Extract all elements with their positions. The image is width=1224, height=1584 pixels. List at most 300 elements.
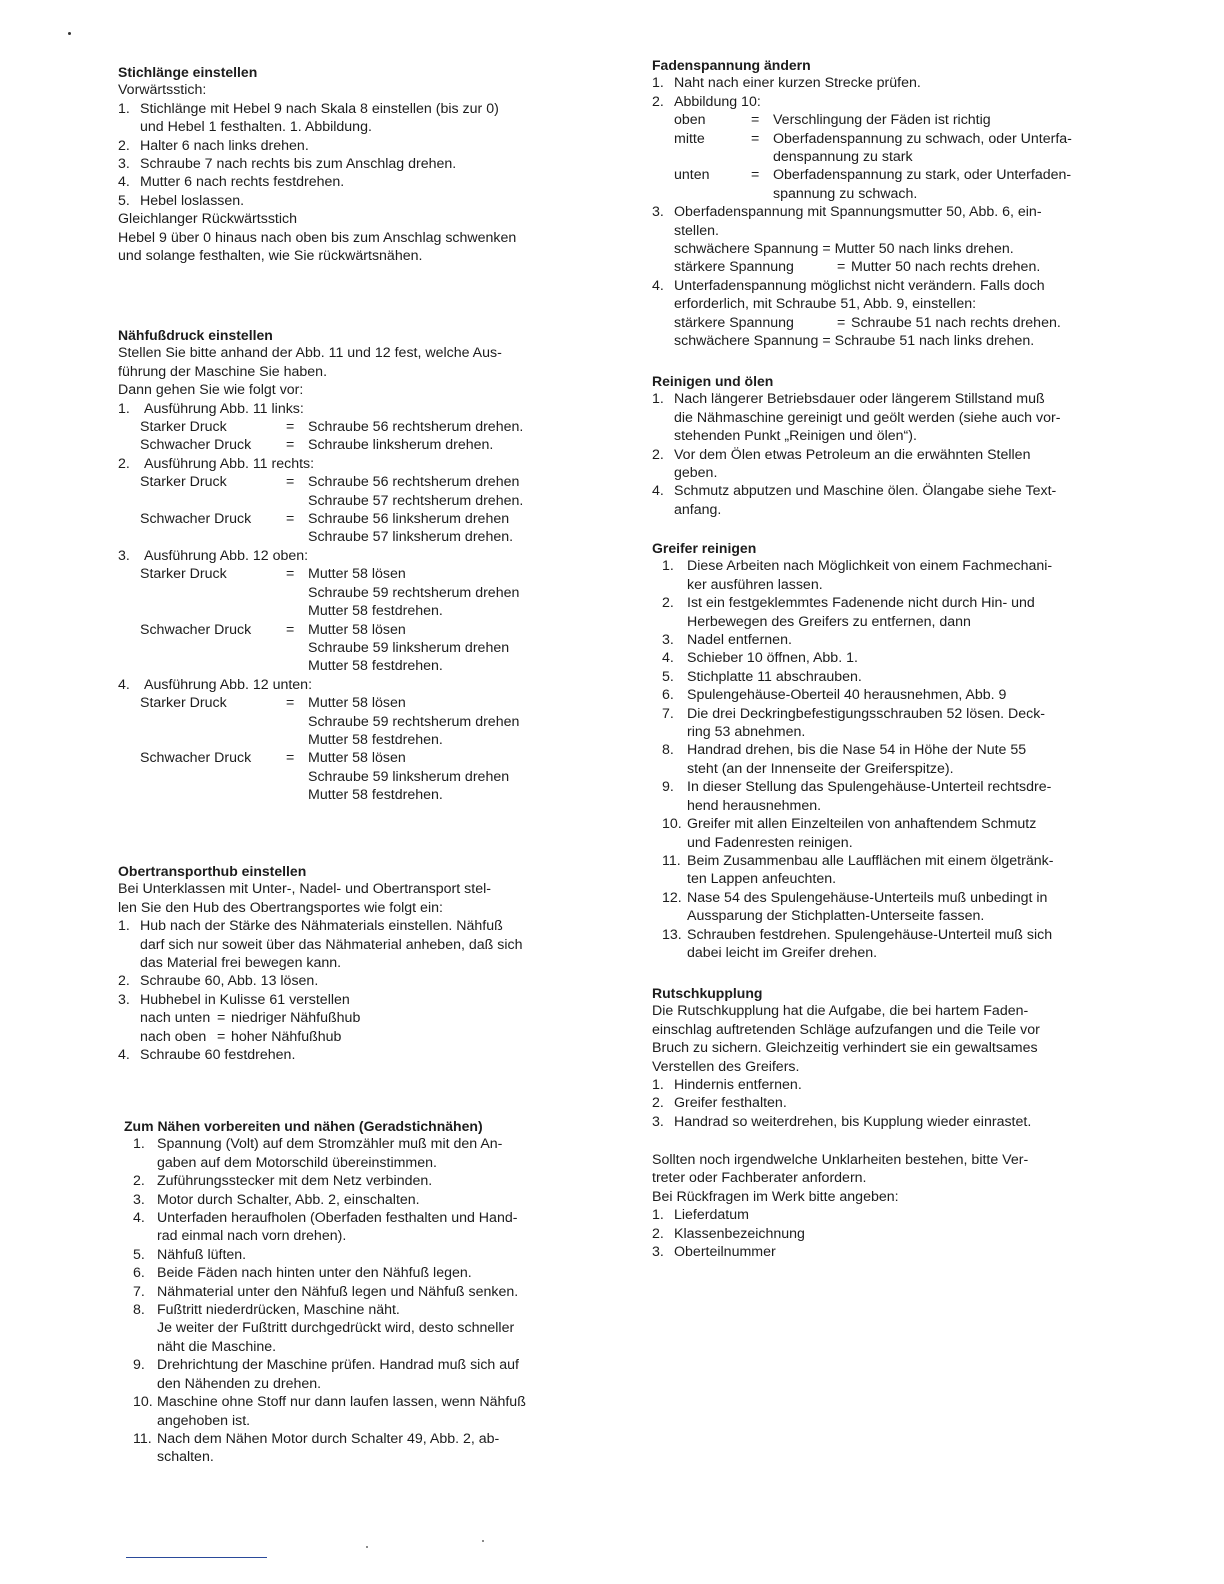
list-item <box>652 446 1128 483</box>
setting-value <box>308 621 596 676</box>
value-line: Mutter 58 festdrehen. <box>308 731 443 748</box>
item-text <box>674 203 1128 240</box>
item-text <box>687 594 1128 631</box>
item-line: und Fadenresten reinigen. <box>687 834 853 851</box>
item-number: 2. <box>652 1095 664 1112</box>
item-number: 4. <box>118 174 130 191</box>
item-text <box>157 1135 596 1172</box>
item-text: Handrad so weiterdrehen, bis Kupplung wieder einrastet. <box>674 1113 1032 1130</box>
list-item <box>133 1191 596 1209</box>
item-line: das Material frei bewegen kann. <box>140 955 342 972</box>
item-text: Hubhebel in Kulisse 61 verstellen <box>140 991 350 1008</box>
item-number: 2. <box>118 973 130 990</box>
setting-row <box>652 130 1128 167</box>
list-item <box>652 1076 1128 1094</box>
setting-row <box>652 166 1128 203</box>
text-line: Stellen Sie bitte anhand der Abb. 11 und 12 fest, welche Aus- <box>118 345 502 362</box>
list-item <box>118 917 596 972</box>
section-naehfussdruck <box>118 326 596 805</box>
item-text <box>157 1209 596 1246</box>
item-line: ten Lappen anfeuchten. <box>687 871 837 888</box>
heading-rutschkupplung: Rutschkupplung <box>652 985 763 1001</box>
item-line: Beim Zusammenbau alle Laufflächen mit einem ölgetränk- <box>687 852 1054 869</box>
item-line: Schmutz abputzen und Maschine ölen. Ölangabe siehe Text- <box>674 483 1057 500</box>
item-line: Die drei Deckringbefestigungsschrauben 52 lösen. Deck- <box>687 705 1046 722</box>
item-line: Nach längerer Betriebsdauer oder längerem Stillstand muß <box>674 391 1045 408</box>
text-line: Dann gehen Sie wie folgt vor: <box>118 382 304 399</box>
paragraph-intro <box>118 880 596 917</box>
setting-value: hoher Nähfußhub <box>231 1028 342 1045</box>
text-line: und solange festhalten, wie Sie rückwärtsnähen. <box>118 248 423 265</box>
item-number: 6. <box>662 687 674 704</box>
item-line: Fußtritt niederdrücken, Maschine näht. <box>157 1302 400 1319</box>
value-line: Schraube 59 rechtsherum drehen <box>308 584 520 601</box>
text-line: Verstellen des Greifers. <box>652 1058 800 1075</box>
item-text <box>687 889 1128 926</box>
item-number: 1. <box>133 1136 145 1153</box>
setting-row <box>118 436 596 454</box>
setting-key: mitte <box>674 130 705 147</box>
item-text <box>674 482 1128 519</box>
setting-key: unten <box>674 167 710 184</box>
equals-sign: = <box>286 621 295 638</box>
item-text <box>157 1393 596 1430</box>
item-line: Vor dem Ölen etwas Petroleum an die erwähnten Stellen <box>674 446 1031 463</box>
item-text <box>687 741 1128 778</box>
item-number: 8. <box>133 1302 145 1319</box>
section-obertransporthub <box>118 862 596 1064</box>
subheading-vorwaertsstich: Vorwärtsstich: <box>118 82 207 99</box>
list-item <box>133 1356 596 1393</box>
text-line: Die Rutschkupplung hat die Aufgabe, die bei hartem Faden- <box>652 1003 1029 1020</box>
heading-naehen: Zum Nähen vorbereiten und nähen (Geradstichnähen) <box>124 1118 483 1134</box>
value-line: Mutter 58 lösen <box>308 566 406 583</box>
equals-sign: = <box>751 112 760 129</box>
item-number: 4. <box>652 277 664 294</box>
item-line: dabei leicht im Greifer drehen. <box>687 944 878 961</box>
item-line: Nase 54 des Spulengehäuse-Unterteils muß unbedingt in <box>687 889 1048 906</box>
text-line: Hebel 9 über 0 hinaus nach oben bis zum Anschlag schwenken <box>118 229 517 246</box>
equals-sign: = <box>286 566 295 583</box>
setting-value <box>773 166 1128 203</box>
heading-greifer: Greifer reinigen <box>652 540 757 556</box>
list-item <box>662 741 1128 778</box>
setting-key: stärkere Spannung <box>674 259 794 276</box>
item-line: darf sich nur soweit über das Nähmaterial anheben, daß sich <box>140 936 523 953</box>
setting-key: oben <box>674 112 706 129</box>
setting-value: Schraube 51 nach links drehen. <box>834 333 1035 350</box>
value-line: Schraube linksherum drehen. <box>308 437 494 454</box>
item-line: stellen. <box>674 222 719 239</box>
setting-row <box>118 749 596 804</box>
setting-value: Mutter 50 nach rechts drehen. <box>851 259 1041 276</box>
list-item <box>662 889 1128 926</box>
list-item <box>662 631 1128 649</box>
item-number: 4. <box>118 1047 130 1064</box>
item-number: 4. <box>662 650 674 667</box>
item-line: Stichlänge mit Hebel 9 nach Skala 8 einstellen (bis zur 0) <box>140 100 499 117</box>
value-line: Mutter 58 lösen <box>308 695 406 712</box>
list-item <box>118 155 596 173</box>
item-number: 4. <box>118 676 130 693</box>
item-line: Ist ein festgeklemmtes Fadenende nicht durch Hin- und <box>687 595 1035 612</box>
setting-value: Schraube 51 nach rechts drehen. <box>851 314 1061 331</box>
item-line: Diese Arbeiten nach Möglichkeit von einem Fachmechani- <box>687 558 1053 575</box>
item-line: Handrad drehen, bis die Nase 54 in Höhe der Nute 55 <box>687 742 1027 759</box>
item-number: 2. <box>662 595 674 612</box>
setting-value <box>308 749 596 804</box>
equals-sign: = <box>751 130 760 147</box>
list-item <box>652 390 1128 445</box>
item-text <box>157 1301 596 1356</box>
value-line: Schraube 59 linksherum drehen <box>308 768 510 785</box>
list-stichlaenge <box>118 100 596 210</box>
list-item <box>118 400 596 418</box>
list-item <box>133 1430 596 1467</box>
item-text: Stichplatte 11 abschrauben. <box>687 668 862 685</box>
section-reinigen <box>652 372 1128 519</box>
item-number: 10. <box>662 816 682 833</box>
setting-row <box>118 565 596 620</box>
equals-sign: = <box>286 750 295 767</box>
list-item <box>662 705 1128 742</box>
item-text: Nadel entfernen. <box>687 632 792 649</box>
setting-value <box>308 694 596 749</box>
list-item <box>133 1246 596 1264</box>
item-number: 1. <box>118 100 130 117</box>
item-text: Schraube 60, Abb. 13 lösen. <box>140 973 319 990</box>
list-item <box>133 1393 596 1430</box>
item-text <box>140 917 596 972</box>
equals-sign: = <box>286 695 295 712</box>
heading-stichlaenge: Stichlänge einstellen <box>118 64 258 80</box>
list-item <box>652 1243 1128 1261</box>
item-line: Schrauben festdrehen. Spulengehäuse-Unterteil muß sich <box>687 926 1053 943</box>
setting-row <box>118 694 596 749</box>
list-item <box>652 93 1128 111</box>
equals-sign: = <box>286 474 295 491</box>
item-line: rad einmal nach vorn drehen). <box>157 1228 347 1245</box>
item-line: anfang. <box>674 501 722 518</box>
setting-value: Mutter 50 nach links drehen. <box>834 241 1014 258</box>
item-line: Unterfaden heraufholen (Oberfaden festhalten und Hand- <box>157 1210 518 1227</box>
text-line: treter oder Fachberater anfordern. <box>652 1170 867 1187</box>
item-text: Schraube 7 nach rechts bis zum Anschlag drehen. <box>140 156 457 173</box>
scan-speck <box>482 1540 484 1542</box>
section-fadenspannung <box>652 56 1128 351</box>
paragraph-rueckwaerts <box>118 210 596 265</box>
item-text: Nähmaterial unter den Nähfuß legen und Nähfuß senken. <box>157 1283 519 1300</box>
setting-key: stärkere Spannung <box>674 314 794 331</box>
list-item <box>662 649 1128 667</box>
item-number: 12. <box>662 889 682 906</box>
equals-sign: = <box>822 333 831 350</box>
setting-row <box>118 418 596 436</box>
list-item <box>652 1225 1128 1243</box>
item-number: 2. <box>118 137 130 154</box>
item-number: 2. <box>133 1173 145 1190</box>
item-line: geben. <box>674 465 718 482</box>
value-line: Oberfadenspannung zu schwach, oder Unterfa- <box>773 130 1072 147</box>
setting-value <box>308 436 596 454</box>
value-line: denspannung zu stark <box>773 149 913 166</box>
item-line: ring 53 abnehmen. <box>687 724 806 741</box>
list-item <box>133 1209 596 1246</box>
item-number: 4. <box>652 483 664 500</box>
item-number: 1. <box>652 1207 664 1224</box>
item-text <box>687 815 1128 852</box>
item-line: Je weiter der Fußtritt durchgedrückt wird, desto schneller <box>157 1320 515 1337</box>
item-line: Aussparung der Stichplatten-Unterseite fassen. <box>687 908 985 925</box>
item-text <box>687 926 1128 963</box>
item-line: erforderlich, mit Schraube 51, Abb. 9, einstellen: <box>674 296 977 313</box>
value-line: Schraube 57 rechtsherum drehen. <box>308 492 524 509</box>
section-stichlaenge <box>118 63 596 265</box>
item-text: Oberteilnummer <box>674 1244 776 1261</box>
equals-sign: = <box>751 167 760 184</box>
item-text: Greifer festhalten. <box>674 1095 787 1112</box>
setting-row <box>118 1028 596 1046</box>
item-number: 3. <box>118 547 130 564</box>
list-item <box>118 1046 596 1064</box>
footer-rule <box>126 1557 267 1558</box>
text-line: Gleichlanger Rückwärtsstich <box>118 211 297 228</box>
item-number: 3. <box>118 156 130 173</box>
list-naehen <box>118 1135 596 1466</box>
list-item <box>662 686 1128 704</box>
text-line: Bruch zu sichern. Gleichzeitig verhindert sie ein gewaltsames <box>652 1040 1038 1057</box>
equals-sign: = <box>286 419 295 436</box>
scan-speck <box>68 32 71 35</box>
item-number: 7. <box>133 1283 145 1300</box>
setting-row <box>118 1009 596 1027</box>
item-number: 1. <box>652 391 664 408</box>
heading-fadenspannung: Fadenspannung ändern <box>652 57 811 73</box>
list-item <box>118 547 596 565</box>
list-item <box>133 1264 596 1282</box>
setting-key: Starker Druck <box>140 474 227 491</box>
value-line: Verschlingung der Fäden ist richtig <box>773 112 991 129</box>
item-text: Hindernis entfernen. <box>674 1077 802 1094</box>
item-line: Drehrichtung der Maschine prüfen. Handrad muß sich auf <box>157 1357 519 1374</box>
item-line: schalten. <box>157 1449 214 1466</box>
item-number: 11. <box>662 852 681 869</box>
item-line: Oberfadenspannung mit Spannungsmutter 50, Abb. 6, ein- <box>674 204 1042 221</box>
item-number: 10. <box>133 1394 153 1411</box>
item-number: 3. <box>652 1113 664 1130</box>
value-line: Oberfadenspannung zu stark, oder Unterfaden- <box>773 167 1072 184</box>
setting-row <box>652 240 1128 258</box>
heading-reinigen: Reinigen und ölen <box>652 373 774 389</box>
setting-row <box>652 111 1128 129</box>
setting-value: niedriger Nähfußhub <box>231 1010 361 1027</box>
setting-value <box>308 418 596 436</box>
value-line: Schraube 56 rechtsherum drehen. <box>308 419 524 436</box>
text-line: führung der Maschine Sie haben. <box>118 363 328 380</box>
setting-row <box>118 621 596 676</box>
item-number: 3. <box>118 991 130 1008</box>
item-number: 2. <box>652 446 664 463</box>
section-naehen <box>118 1117 596 1467</box>
item-text <box>674 277 1128 314</box>
section-greifer <box>652 539 1128 962</box>
equals-sign: = <box>286 511 295 528</box>
value-line: Schraube 56 linksherum drehen <box>308 511 510 528</box>
item-number: 3. <box>133 1191 145 1208</box>
scan-speck <box>366 1546 368 1548</box>
item-text <box>140 100 596 137</box>
setting-key: nach oben <box>140 1028 207 1045</box>
list-item <box>652 277 1128 314</box>
list-item <box>118 100 596 137</box>
item-text: Motor durch Schalter, Abb. 2, einschalten. <box>157 1191 420 1208</box>
equals-sign: = <box>217 1010 226 1027</box>
equals-sign: = <box>217 1028 226 1045</box>
item-text <box>674 446 1128 483</box>
item-number: 9. <box>133 1357 145 1374</box>
item-text <box>157 1356 596 1393</box>
item-text: Ausführung Abb. 11 rechts: <box>144 455 315 472</box>
item-text: Beide Fäden nach hinten unter den Nähfuß legen. <box>157 1265 472 1282</box>
setting-key: Schwacher Druck <box>140 750 252 767</box>
item-text: Schraube 60 festdrehen. <box>140 1047 296 1064</box>
item-text <box>157 1430 596 1467</box>
setting-value <box>308 510 596 547</box>
item-text: Hebel loslassen. <box>140 192 245 209</box>
setting-row <box>118 510 596 547</box>
value-line: Schraube 57 linksherum drehen. <box>308 529 514 546</box>
item-line: steht (an der Innenseite der Greiferspitze). <box>687 760 954 777</box>
item-text: Ausführung Abb. 12 oben: <box>144 547 309 564</box>
setting-key: Schwacher Druck <box>140 437 252 454</box>
list-item <box>118 972 596 990</box>
item-number: 11. <box>133 1430 152 1447</box>
text-line: Sollten noch irgendwelche Unklarheiten bestehen, bitte Ver- <box>652 1152 1029 1168</box>
item-text: Abbildung 10: <box>674 93 761 110</box>
item-text <box>687 778 1128 815</box>
equals-sign: = <box>286 437 295 454</box>
item-number: 7. <box>662 705 674 722</box>
setting-key: Starker Druck <box>140 419 227 436</box>
setting-key: Starker Druck <box>140 566 227 583</box>
text-line: einschlag auftretenden Schläge aufzufangen und die Teile vor <box>652 1021 1040 1038</box>
heading-obertransporthub: Obertransporthub einstellen <box>118 863 307 879</box>
item-line: die Nähmaschine gereinigt und geölt werden (siehe auch vor- <box>674 409 1061 426</box>
list-item <box>652 74 1128 92</box>
item-text: Zuführungsstecker mit dem Netz verbinden. <box>157 1173 433 1190</box>
list-item <box>118 676 596 694</box>
list-item <box>118 192 596 210</box>
equals-sign: = <box>837 314 846 331</box>
value-line: Mutter 58 festdrehen. <box>308 603 443 620</box>
setting-row <box>652 258 1128 276</box>
item-number: 2. <box>652 1225 664 1242</box>
item-line: hend herausnehmen. <box>687 797 822 814</box>
item-text: Spulengehäuse-Oberteil 40 herausnehmen, Abb. 9 <box>687 687 1007 704</box>
item-text <box>687 557 1128 594</box>
item-line: ker ausführen lassen. <box>687 576 823 593</box>
item-line: Herbewegen des Greifers zu entfernen, dann <box>687 613 971 630</box>
item-number: 2. <box>652 93 664 110</box>
list-item <box>118 173 596 191</box>
item-line: und Hebel 1 festhalten. 1. Abbildung. <box>140 119 372 136</box>
list-item <box>118 991 596 1009</box>
heading-naehfussdruck: Nähfußdruck einstellen <box>118 327 273 343</box>
item-number: 1. <box>652 75 664 92</box>
setting-key: Schwacher Druck <box>140 511 252 528</box>
setting-value <box>308 565 596 620</box>
list-item <box>652 1094 1128 1112</box>
setting-key: Starker Druck <box>140 695 227 712</box>
list-item <box>662 668 1128 686</box>
item-text <box>674 390 1128 445</box>
item-number: 3. <box>652 204 664 221</box>
item-number: 8. <box>662 742 674 759</box>
item-line: Hub nach der Stärke des Nähmaterials einstellen. Nähfuß <box>140 918 503 935</box>
list-item <box>118 455 596 473</box>
item-line: Maschine ohne Stoff nur dann laufen lassen, wenn Nähfuß <box>157 1394 526 1411</box>
item-text <box>687 705 1128 742</box>
setting-row <box>652 314 1128 332</box>
item-number: 1. <box>118 918 130 935</box>
item-line: stehenden Punkt „Reinigen und ölen“). <box>674 428 917 445</box>
value-line: Schraube 59 linksherum drehen <box>308 639 510 656</box>
item-number: 3. <box>662 632 674 649</box>
value-line: spannung zu schwach. <box>773 185 918 202</box>
list-item <box>662 557 1128 594</box>
item-text: Naht nach einer kurzen Strecke prüfen. <box>674 75 921 92</box>
setting-key: schwächere Spannung <box>674 333 819 350</box>
value-line: Schraube 56 rechtsherum drehen <box>308 474 520 491</box>
list-item <box>652 1113 1128 1131</box>
item-text: Mutter 6 nach rechts festdrehen. <box>140 174 345 191</box>
item-number: 1. <box>652 1077 664 1094</box>
setting-value <box>308 473 596 510</box>
value-line: Schraube 59 rechtsherum drehen <box>308 713 520 730</box>
item-line: Nach dem Nähen Motor durch Schalter 49, Abb. 2, ab- <box>157 1430 500 1447</box>
equals-sign: = <box>837 259 846 276</box>
value-line: Mutter 58 festdrehen. <box>308 787 443 804</box>
value-line: Mutter 58 festdrehen. <box>308 658 443 675</box>
setting-row <box>118 473 596 510</box>
list-item <box>652 203 1128 240</box>
list-item <box>133 1135 596 1172</box>
paragraph-rutschkupplung <box>652 1002 1128 1076</box>
item-number: 5. <box>662 668 674 685</box>
setting-value <box>773 111 1128 129</box>
value-line: Mutter 58 lösen <box>308 750 406 767</box>
item-line: angehoben ist. <box>157 1412 251 1429</box>
value-line: Mutter 58 lösen <box>308 621 406 638</box>
list-item <box>662 778 1128 815</box>
setting-row <box>652 332 1128 350</box>
section-schluss <box>652 1151 1128 1261</box>
item-text: Ausführung Abb. 12 unten: <box>144 676 313 693</box>
list-greifer <box>652 557 1128 962</box>
item-line: den Nähenden zu drehen. <box>157 1375 322 1392</box>
item-text: Ausführung Abb. 11 links: <box>144 400 304 417</box>
list-item <box>133 1283 596 1301</box>
paragraph-intro <box>118 344 596 399</box>
item-number: 13. <box>662 926 682 943</box>
list-item <box>662 926 1128 963</box>
item-number: 9. <box>662 779 674 796</box>
item-line: Unterfadenspannung möglichst nicht verändern. Falls doch <box>674 277 1045 294</box>
item-text <box>687 852 1128 889</box>
item-number: 1. <box>662 558 674 575</box>
list-item <box>133 1301 596 1356</box>
item-number: 1. <box>118 400 130 417</box>
